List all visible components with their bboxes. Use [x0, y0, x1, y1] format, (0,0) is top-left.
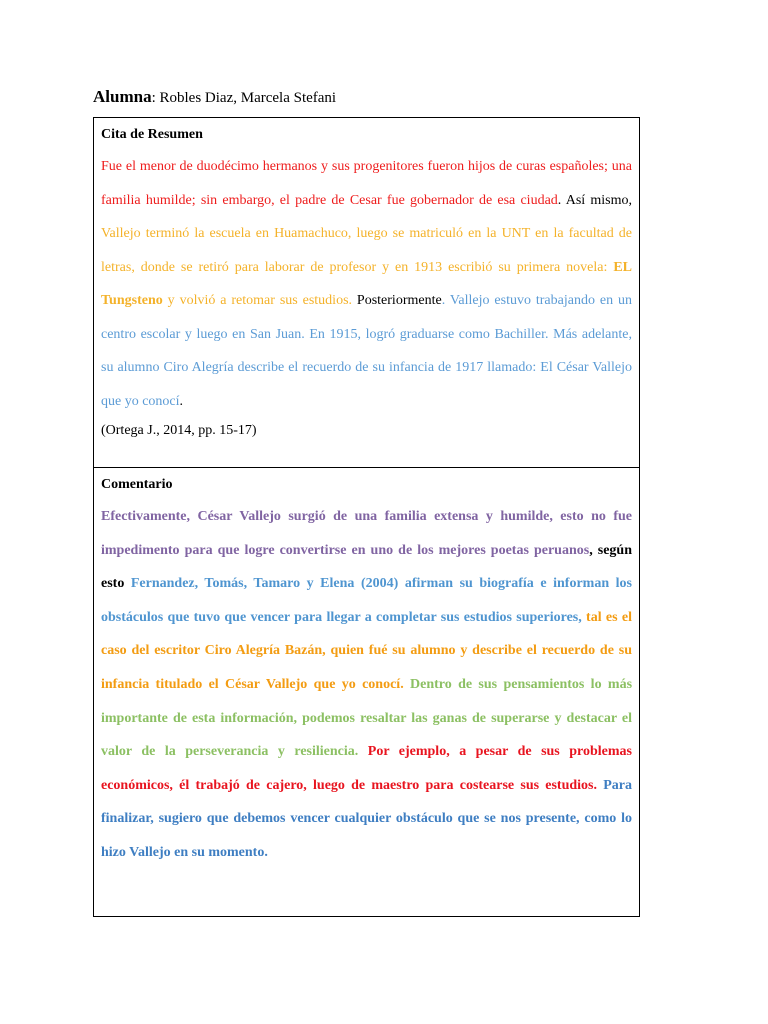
summary-period: .	[179, 393, 184, 409]
student-name: Robles Diaz, Marcela Stefani	[155, 90, 337, 106]
comment-title: Comentario	[101, 477, 173, 492]
comment-text-red: Por ejemplo, a pesar de sus problemas económicos, él trabajó de cajero, luego de maestro para costearse sus estudios.	[101, 744, 632, 793]
summary-text-yellow-2: y volvió a retomar sus estudios.	[162, 293, 353, 308]
summary-connector-2: Posteriormente	[352, 293, 442, 308]
comment-text-green: Dentro de sus pensamientos lo más importante de esta información, podemos resaltar las ganas de superarse y destacar el valor de la perseverancia y resiliencia.	[101, 676, 633, 760]
comment-connector: , según esto	[101, 542, 633, 592]
summary-text-yellow: Vallejo terminó la escuela en Huamachuco, luego se matriculó en la UNT en la facultad de letras, donde se retiró para laborar de profesor y en 1913 escribió su primera novela:	[101, 226, 632, 275]
comment-text-dark-blue: Para finalizar, sugiero que debemos vencer cualquier obstáculo que se nos presente, como lo hizo Vallejo en su momento.	[101, 777, 633, 860]
comment-text-blue: Fernandez, Tomás, Tamaro y Elena (2004) afirman su biografía e informan los obstáculos que tuvo que vencer para llegar a completar sus estudios superiores,	[101, 576, 632, 625]
content-table	[93, 117, 640, 917]
student-header	[93, 86, 336, 109]
student-separator: :	[151, 90, 156, 106]
comment-paragraph	[101, 500, 632, 870]
summary-section	[94, 118, 639, 468]
summary-connector-1: . Así mismo,	[557, 192, 633, 208]
summary-text-red: Fue el menor de duodécimo hermanos y sus progenitores fueron hijos de curas españoles; una familia humilde; sin embargo, el padre de Cesar fue gobernador de esa ciudad	[101, 159, 632, 208]
summary-text-blue: . Vallejo estuvo trabajando en un centro escolar y luego en San Juan. En 1915, logró graduarse como Bachiller. Más adelante, su alumno Ciro Alegría describe el recuerdo de su infancia de 1917 llamado: El César Vallejo que yo conocí	[101, 293, 632, 409]
summary-paragraph	[101, 150, 632, 418]
student-label: Alumna	[93, 87, 152, 106]
summary-citation: (Ortega J., 2014, pp. 15-17)	[101, 423, 257, 438]
comment-text-orange: tal es el caso del escritor Ciro Alegría Bazán, quien fué su alumno y describe el recuerdo de su infancia titulado el César Vallejo que yo conocí.	[101, 609, 632, 692]
summary-title: Cita de Resumen	[101, 127, 203, 142]
comment-section	[94, 468, 639, 916]
comment-text-purple: Efectivamente, César Vallejo surgió de una familia extensa y humilde, esto no fue impedimento para que logre convertirse en uno de los mejores poetas peruanos	[101, 509, 632, 558]
summary-novel-title: EL Tungsteno	[101, 259, 632, 308]
